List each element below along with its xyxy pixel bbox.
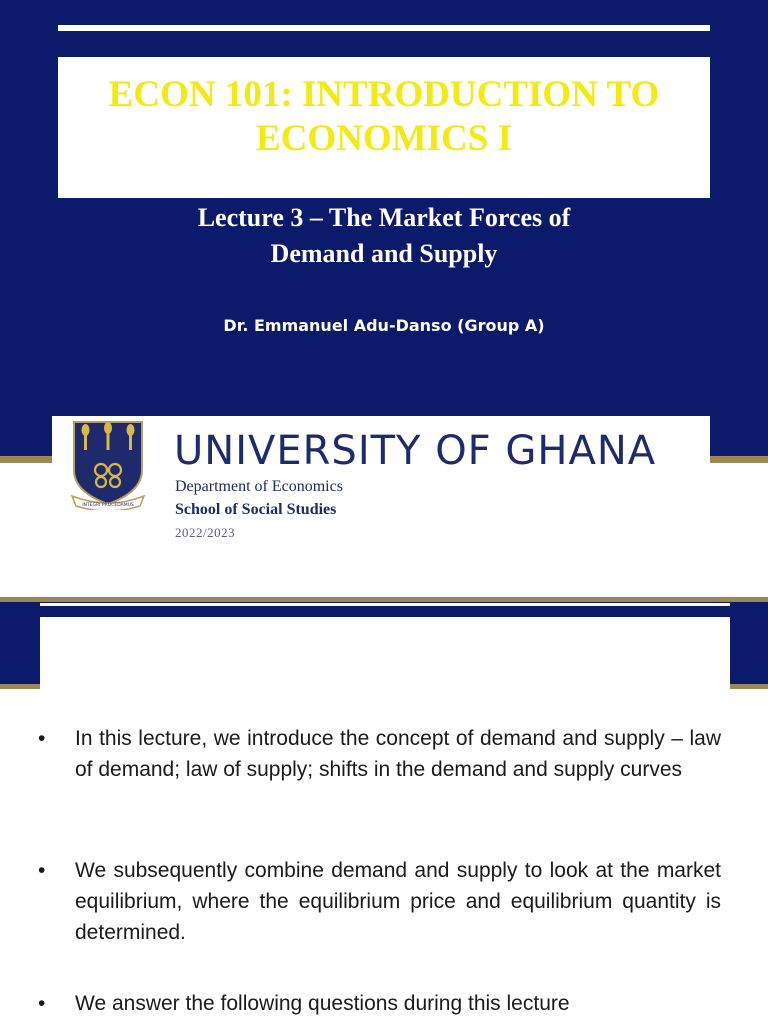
bullet-item-3: We answer the following questions during this lecture: [75, 992, 570, 1015]
subtitle-line-2: Demand and Supply: [270, 239, 498, 268]
crest-motto: INTEGRI PROCEDAMUS: [82, 503, 134, 508]
bullet-item-1: In this lecture, we introduce the concept of demand and supply – law of demand; law of supply; shifts in the demand and supply curves: [75, 727, 721, 781]
subtitle-line-1: Lecture 3 – The Market Forces of: [197, 203, 571, 232]
lecturer-name: Dr. Emmanuel Adu-Danso (Group A): [223, 316, 545, 335]
bullet-item-2: We subsequently combine demand and supply to look at the market equilibrium, where the equilibrium price and equilibrium quantity is determined.: [75, 859, 721, 944]
university-card: [52, 416, 710, 596]
top-divider: [58, 25, 710, 31]
department-name: Department of Economics: [175, 478, 343, 495]
title-box: [58, 57, 710, 198]
content-slide: [0, 597, 768, 1024]
university-name: UNIVERSITY OF GHANA: [174, 428, 657, 474]
university-crest-icon: [70, 418, 146, 510]
lecture-subtitle: [100, 200, 668, 272]
school-name: School of Social Studies: [175, 501, 337, 518]
header-title-box: [40, 617, 730, 689]
academic-year: 2022/2023: [175, 525, 236, 540]
bullet-marker: •: [38, 859, 46, 882]
bullet-marker: •: [38, 992, 46, 1015]
bullet-marker: •: [38, 727, 46, 750]
slide-title: ECON 101: INTRODUCTION TO ECONOMICS I: [108, 74, 660, 159]
header-divider: [40, 603, 730, 606]
